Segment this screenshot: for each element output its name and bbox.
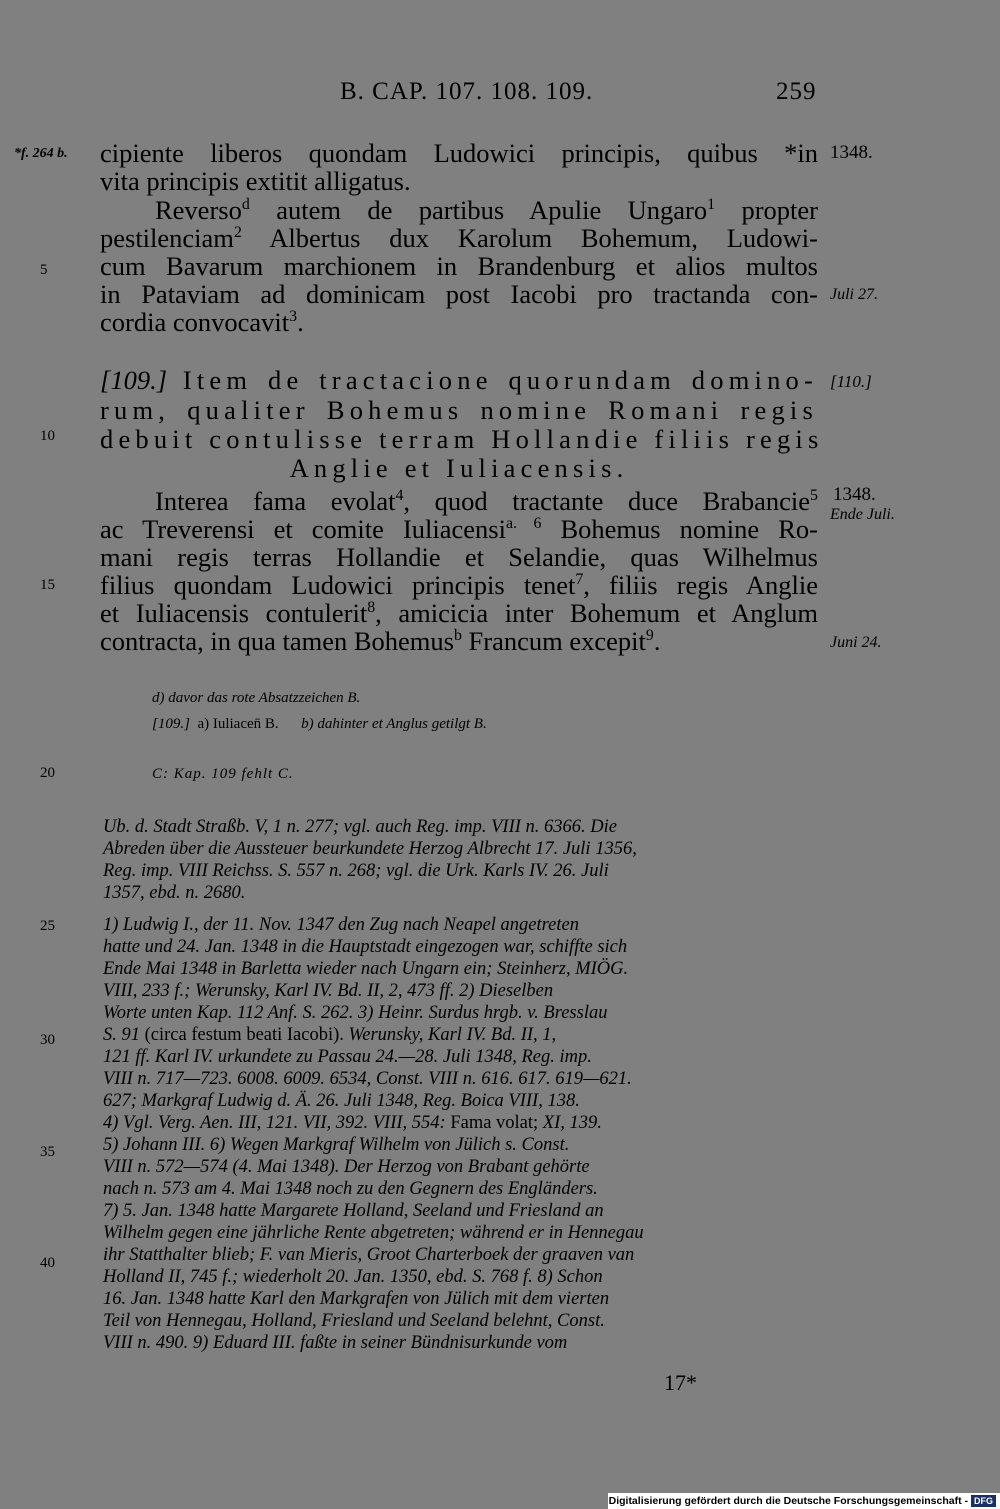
- signature-mark: 17*: [664, 1370, 697, 1395]
- footnote-line: S. 91 (circa festum beati Iacobi). Werunsky, Karl IV. Bd. II, 1,: [103, 1025, 557, 1045]
- footnote-line: VIII n. 717—723. 6008. 6009. 6534, Const. VIII n. 616. 617. 619—621.: [103, 1069, 632, 1089]
- line-number-10: 10: [40, 428, 55, 444]
- footnote-line: Teil von Hennegau, Holland, Friesland und Seeland belehnt, Const.: [103, 1311, 605, 1331]
- text-line: contracta, in qua tamen Bohemus$^b$ Francum excepit$^9$.: [100, 626, 661, 656]
- margin-chapter-ref: [110.]: [830, 372, 872, 391]
- footnote-line: Ende Mai 1348 in Barletta wieder nach Ungarn ein; Steinherz, MIÖG.: [103, 959, 629, 979]
- footnote-line: 7) 5. Jan. 1348 hatte Margarete Holland, Seeland und Friesland an: [103, 1201, 604, 1221]
- footnote-line: nach n. 573 am 4. Mai 1348 noch zu den Gegnern des Engländers.: [103, 1179, 598, 1199]
- chapter-heading: rum, qualiter Bohemus nomine Romani regis: [100, 395, 818, 425]
- footnote-line: Ub. d. Stadt Straßb. V, 1 n. 277; vgl. auch Reg. imp. VIII n. 6366. Die: [103, 817, 617, 837]
- line-number-25: 25: [40, 918, 55, 934]
- footnote-line: VIII n. 490. 9) Eduard III. faßte in seiner Bündnisurkunde vom: [103, 1333, 568, 1353]
- margin-year-1348: 1348.: [830, 142, 873, 163]
- text-line: et Iuliacensis contulerit$^8$, amicicia inter Bohemum et Anglum: [100, 598, 819, 628]
- folio-marker: *f. 264 b.: [14, 146, 68, 161]
- footnote-line: Wilhelm gegen eine jährliche Rente abgetreten; während er in Hennegau: [103, 1223, 644, 1243]
- text-line: mani regis terras Hollandie et Selandie, quas Wilhelmus: [100, 542, 818, 572]
- line-number-5: 5: [40, 262, 48, 278]
- footer-text: Digitalisierung gefördert durch die Deutsche Forschungsgemeinschaft -: [608, 1495, 968, 1507]
- margin-year-1348-b: 1348.: [833, 484, 876, 505]
- text-line: pestilenciam$^2$ Albertus dux Karolum Bohemum, Ludowi-: [100, 223, 818, 253]
- line-number-20: 20: [40, 765, 55, 781]
- margin-date-juli-27: Juli 27.: [830, 286, 878, 303]
- footnote-line: hatte und 24. Jan. 1348 in die Hauptstadt eingezogen war, schiffte sich: [103, 937, 628, 957]
- text-line: cum Bavarum marchionem in Brandenburg et alios multos: [100, 251, 818, 281]
- footnote-line: 5) Johann III. 6) Wegen Markgraf Wilhelm von Jülich s. Const.: [103, 1135, 570, 1155]
- footnote-line: 16. Jan. 1348 hatte Karl den Markgrafen von Jülich mit dem vierten: [103, 1289, 610, 1309]
- running-title: B. CAP. 107. 108. 109.: [340, 78, 594, 105]
- text-line: filius quondam Ludowici principis tenet$^7$, filiis regis Anglie: [100, 570, 818, 600]
- apparatus-note: C: Kap. 109 fehlt C.: [152, 766, 294, 782]
- chapter-heading: [109.] Item de tractacione quorundam domino-: [100, 365, 818, 395]
- apparatus-note: [109.] a) Iuliacen̄ B. b) dahinter et Anglus getilgt B.: [152, 716, 487, 732]
- line-number-35: 35: [40, 1144, 55, 1160]
- footnote-line: 1357, ebd. n. 2680.: [103, 883, 246, 903]
- margin-date-ende-juli: Ende Juli.: [830, 506, 895, 523]
- text-line: in Pataviam ad dominicam post Iacobi pro tractanda con-: [100, 279, 818, 309]
- footnote-line: Reg. imp. VIII Reichss. S. 557 n. 268; vgl. die Urk. Karls IV. 26. Juli: [103, 861, 609, 881]
- text-line: cipiente liberos quondam Ludowici principis, quibus *in: [100, 138, 818, 168]
- footnote-line: ihr Statthalter blieb; F. van Mieris, Groot Charterboek der graaven van: [103, 1245, 635, 1265]
- digitization-footer: [608, 1493, 1000, 1509]
- text-line: vita principis extitit alligatus.: [100, 166, 411, 196]
- text-line: Reverso$^d$ autem de partibus Apulie Ungaro$^1$ propter: [155, 195, 818, 225]
- dfg-logo: DFG: [971, 1495, 996, 1507]
- footnote-line: 627; Markgraf Ludwig d. Ä. 26. Juli 1348, Reg. Boica VIII, 138.: [103, 1091, 580, 1111]
- footnote-line: 121 ff. Karl IV. urkundete zu Passau 24.—28. Juli 1348, Reg. imp.: [103, 1047, 592, 1067]
- line-number-15: 15: [40, 577, 55, 593]
- footnote-line: Holland II, 745 f.; wiederholt 20. Jan. 1350, ebd. S. 768 f. 8) Schon: [103, 1267, 603, 1287]
- footnote-line: 4) Vgl. Verg. Aen. III, 121. VII, 392. VIII, 554: Fama volat; XI, 139.: [103, 1113, 602, 1133]
- chapter-heading: debuit contulisse terram Hollandie filiis regis: [100, 424, 824, 454]
- footnote-line: VIII, 233 f.; Werunsky, Karl IV. Bd. II, 2, 473 ff. 2) Dieselben: [103, 981, 554, 1001]
- text-line: ac Treverensi et comite Iuliacensi$^{a. 6}$ Bohemus nomine Ro-: [100, 514, 818, 544]
- footnote-line: Worte unten Kap. 112 Anf. S. 262. 3) Heinr. Surdus hrgb. v. Bresslau: [103, 1003, 608, 1023]
- footnote-line: 1) Ludwig I., der 11. Nov. 1347 den Zug nach Neapel angetreten: [103, 915, 579, 935]
- chapter-heading: Anglie et Iuliacensis.: [289, 453, 629, 483]
- line-number-30: 30: [40, 1032, 55, 1048]
- text-line: cordia convocavit$^3$.: [100, 307, 304, 337]
- footnote-line: Abreden über die Aussteuer beurkundete Herzog Albrecht 17. Juli 1356,: [103, 839, 637, 859]
- page-number: 259: [776, 78, 817, 105]
- apparatus-note: d) davor das rote Absatzzeichen B.: [152, 690, 361, 706]
- line-number-40: 40: [40, 1255, 55, 1271]
- footnote-line: VIII n. 572—574 (4. Mai 1348). Der Herzog von Brabant gehörte: [103, 1157, 590, 1177]
- margin-date-juni-24: Juni 24.: [830, 634, 882, 651]
- text-line: Interea fama evolat$^4$, quod tractante duce Brabancie$^5$: [155, 486, 818, 516]
